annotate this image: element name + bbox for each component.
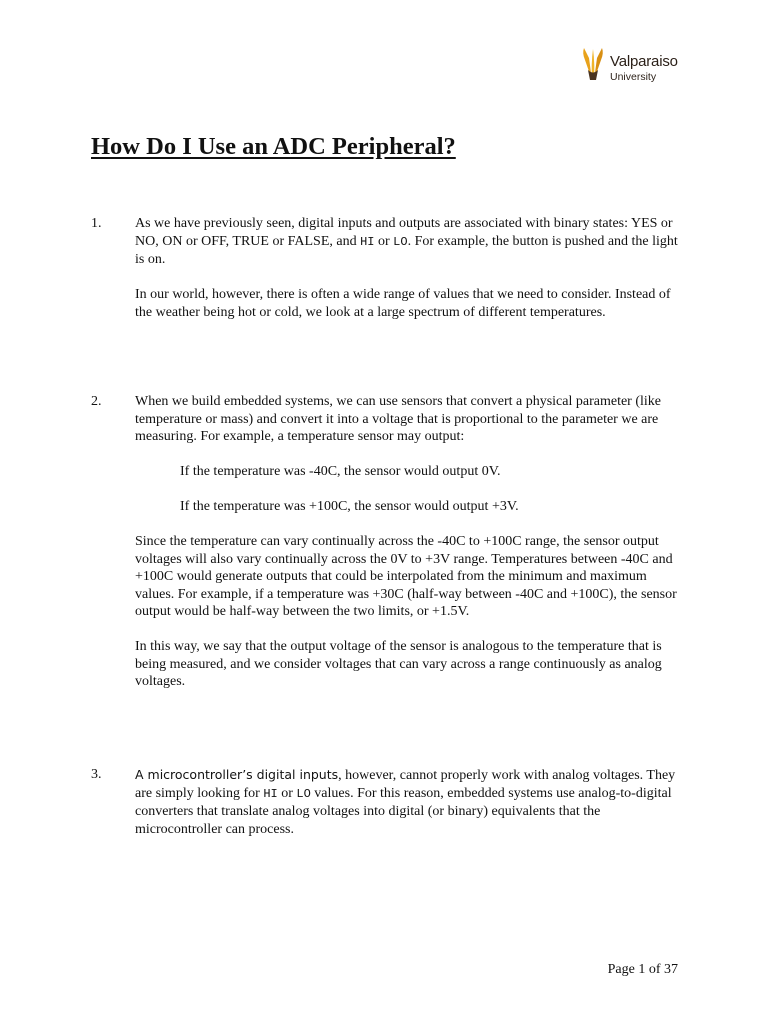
text-run: , however, cannot properly work with analog voltages. They are simply looking for	[135, 768, 676, 801]
text-run: or	[374, 233, 394, 249]
item-number: 2.	[91, 394, 102, 409]
code-hi: HI	[360, 234, 375, 249]
paragraph	[135, 766, 687, 838]
logo-subtitle: University	[610, 71, 657, 83]
text-run: As we have previously seen, digital inputs and outputs are associated with binary states: YES or NO, ON or OFF, TRUE or FALSE, and	[135, 216, 673, 249]
item-body	[135, 215, 687, 339]
paragraph: In this way, we say that the output voltage of the sensor is analogous to the temperature that is being measured, and we consider voltages that can vary across a range continuously as analog voltages.	[135, 639, 662, 689]
paragraph: When we build embedded systems, we can use sensors that convert a physical parameter (like temperature or mass) and convert it into a voltage that is proportional to the parameter we are measuring. For example, a temperature sensor may output:	[135, 394, 661, 444]
page-number: Page 1 of 37	[607, 962, 678, 977]
item-body	[135, 766, 687, 856]
text-run: values. For this reason, embedded systems use analog-to-digital converters that translate analog voltages into digital (or binary) equivalents that the microcontroller can process.	[135, 785, 672, 837]
university-logo	[579, 46, 689, 88]
item-body	[135, 393, 687, 708]
paragraph: Since the temperature can vary continually across the -40C to +100C range, the sensor output voltages will also vary continually across the 0V to +3V range. Temperatures between -40C and +100C would generate outputs that could be interpolated from the minimum and maximum values. For example, if a temperature was +30C (half-way between -40C and +100C), the sensor output would be half-way between the two limits, or +1.5V.	[135, 534, 677, 619]
code-lo: LO	[296, 786, 311, 801]
code-lo: LO	[393, 234, 408, 249]
text-run: A microcontroller’s digital inputs	[135, 767, 339, 782]
item-number: 1.	[91, 216, 102, 231]
text-run: . For example, the button is pushed and the light is on.	[135, 233, 678, 267]
item-number: 3.	[91, 767, 102, 782]
logo-name: Valparaiso	[610, 53, 678, 70]
valparaiso-emblem-icon	[579, 46, 607, 82]
code-hi: HI	[263, 786, 278, 801]
indented-example: If the temperature was -40C, the sensor would output 0V.	[180, 464, 501, 479]
indented-example: If the temperature was +100C, the sensor would output +3V.	[180, 499, 519, 514]
text-run: or	[277, 785, 297, 801]
page-title: How Do I Use an ADC Peripheral?	[91, 133, 456, 160]
paragraph: In our world, however, there is often a wide range of values that we need to consider. Instead of the weather being hot or cold, we look at a large spectrum of different temperatures.	[135, 287, 671, 320]
paragraph	[135, 215, 687, 269]
